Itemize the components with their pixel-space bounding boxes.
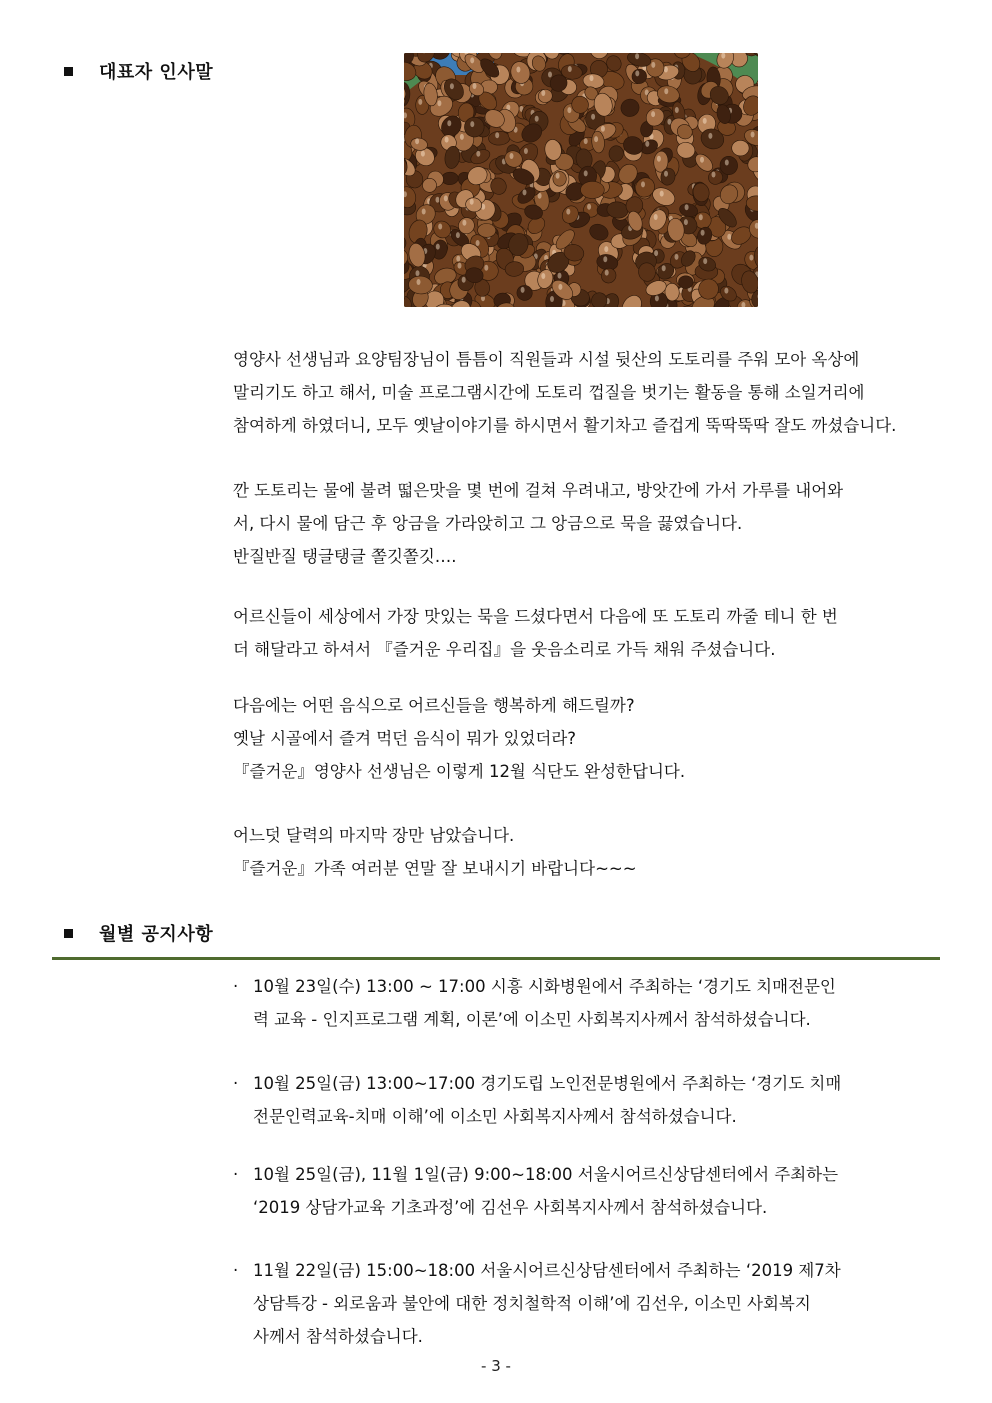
acorn-highlight xyxy=(654,214,658,220)
acorn-highlight xyxy=(476,240,480,246)
section-heading-label: 월별 공지사항 xyxy=(99,924,214,945)
acorn-highlight xyxy=(703,258,707,264)
acorn-highlight xyxy=(548,72,552,78)
notice-item xyxy=(233,970,933,1036)
page-number: - 3 - xyxy=(481,1357,511,1375)
acorn-highlight xyxy=(416,270,420,276)
acorn-highlight xyxy=(460,134,464,140)
acorn-highlight xyxy=(558,273,562,279)
acorn-shape xyxy=(477,223,496,237)
paragraph-line: 『즐거운』영양사 선생님은 이렇게 12월 식단도 완성한답니다. xyxy=(233,762,686,781)
acorn-highlight xyxy=(641,181,645,187)
section-heading-notices xyxy=(64,920,213,946)
acorn-highlight xyxy=(590,75,594,81)
acorn-highlight xyxy=(591,114,595,120)
acorn-highlight xyxy=(422,209,426,215)
acorn-highlight xyxy=(484,265,488,271)
acorn-highlight xyxy=(654,250,658,256)
acorn-highlight xyxy=(458,263,462,269)
paragraph-line: 영양사 선생님과 요양팀장님이 틈틈이 직원들과 시설 뒷산의 도토리를 주워 모아 옥상에 xyxy=(233,350,860,369)
acorn-highlight xyxy=(470,199,474,205)
acorn-highlight xyxy=(664,67,668,73)
notice-line: 사께서 참석하셨습니다. xyxy=(253,1327,423,1346)
acorn-highlight xyxy=(603,256,607,262)
acorn-highlight xyxy=(645,141,649,147)
acorn-highlight xyxy=(587,204,591,210)
acorn-highlight xyxy=(604,246,608,252)
acorn-highlight xyxy=(660,191,664,197)
square-bullet-icon xyxy=(64,929,73,938)
notice-item xyxy=(233,1067,933,1133)
paragraph-line: 옛날 시골에서 즐겨 먹던 음식이 뭐가 있었더라? xyxy=(233,729,577,748)
paragraph-line: 어느덧 달력의 마지막 장만 남았습니다. xyxy=(233,826,515,845)
notice-line: 10월 25일(금), 11월 1일(금) 9:00~18:00 서울시어르신상담센터에서 주최하는 xyxy=(253,1165,839,1184)
acorn-highlight xyxy=(584,170,588,176)
section-divider xyxy=(52,957,940,960)
section-heading-greeting xyxy=(64,58,213,84)
acorn-highlight xyxy=(594,136,598,142)
acorn-highlight xyxy=(473,83,477,89)
notice-line: 10월 25일(금) 13:00~17:00 경기도립 노인전문병원에서 주최하는 ‘경기도 치매 xyxy=(253,1074,842,1093)
acorn-highlight xyxy=(655,295,659,301)
acorn-highlight xyxy=(436,244,440,250)
paragraph-line: 반질반질 탱글탱글 쫄깃쫄깃…. xyxy=(233,547,457,566)
acorn-highlight xyxy=(445,137,449,143)
acorn-highlight xyxy=(436,197,440,203)
acorn-highlight xyxy=(675,254,679,260)
acorn-highlight xyxy=(657,156,661,162)
greeting-paragraph-3 xyxy=(233,600,928,666)
acorn-highlight xyxy=(584,138,588,144)
acorn-highlight xyxy=(558,284,562,290)
acorn-highlight xyxy=(418,99,422,105)
acorn-highlight xyxy=(651,62,655,68)
acorn-highlight xyxy=(749,255,753,261)
greeting-paragraph-2 xyxy=(233,474,928,573)
notice-line: 전문인력교육-치매 이해’에 이소민 사회복지사께서 참석하셨습니다. xyxy=(253,1107,737,1126)
notice-item xyxy=(233,1254,933,1353)
acorn-highlight xyxy=(415,138,419,144)
acorn-highlight xyxy=(703,118,707,124)
acorn-highlight xyxy=(417,279,421,285)
notice-line: 10월 23일(수) 13:00 ~ 17:00 시흥 시화병원에서 주최하는 ‘경기도 치매전문인 xyxy=(253,977,836,996)
square-bullet-icon xyxy=(64,67,73,76)
acorn-highlight xyxy=(541,273,545,279)
acorn-highlight xyxy=(447,120,451,126)
paragraph-line: 서, 다시 물에 담근 후 앙금을 가라앉히고 그 앙금으로 묵을 끓였습니다. xyxy=(233,514,743,533)
acorn-highlight xyxy=(605,270,609,276)
acorn-shape xyxy=(553,171,567,186)
acorn-shape xyxy=(679,276,694,289)
notice-item xyxy=(233,1158,933,1224)
acorn-highlight xyxy=(684,219,688,225)
acorn-highlight xyxy=(550,296,554,302)
acorn-highlight xyxy=(462,220,466,226)
paragraph-line: 『즐거운』가족 여러분 연말 잘 보내시기 바랍니다~~~ xyxy=(233,859,637,878)
acorn-highlight xyxy=(510,153,514,159)
greeting-paragraph-4 xyxy=(233,689,928,788)
greeting-paragraph-1 xyxy=(233,343,928,442)
acorn-highlight xyxy=(725,160,729,166)
acorn-highlight xyxy=(421,151,425,157)
acorn-highlight xyxy=(462,277,466,283)
paragraph-line: 어르신들이 세상에서 가장 맛있는 묵을 드셨다면서 다음에 또 도토리 까줄 테니 한 번 xyxy=(233,607,838,626)
acorn-highlight xyxy=(708,133,712,139)
acorn-highlight xyxy=(701,230,705,236)
paragraph-line: 깐 도토리는 물에 불려 떫은맛을 몇 번에 걸쳐 우려내고, 방앗간에 가서 가루를 내어와 xyxy=(233,481,844,500)
acorn-highlight xyxy=(456,256,460,262)
acorn-highlight xyxy=(541,90,545,96)
paragraph-line: 참여하게 하였더니, 모두 옛날이야기를 하시면서 활기차고 즐겁게 뚝딱뚝딱 잘도 까셨습니다. xyxy=(233,416,897,435)
acorn-highlight xyxy=(662,265,666,271)
acorn-highlight xyxy=(535,116,539,122)
acorn-highlight xyxy=(727,234,731,240)
acorn-highlight xyxy=(450,83,454,89)
acorn-highlight xyxy=(700,157,704,163)
middle-dot-bullet: · xyxy=(233,1165,239,1184)
acorn-highlight xyxy=(524,148,528,154)
greeting-paragraph-5 xyxy=(233,819,928,885)
acorn-highlight xyxy=(751,132,755,138)
notice-line: ‘2019 상담가교육 기초과정’에 김선우 사회복지사께서 참석하셨습니다. xyxy=(253,1198,768,1217)
acorn-highlight xyxy=(699,214,703,220)
acorn-highlight xyxy=(456,232,460,238)
acorn-photo xyxy=(404,53,758,307)
acorn-highlight xyxy=(521,287,525,293)
acorn-highlight xyxy=(651,111,655,117)
acorn-highlight xyxy=(438,224,442,230)
acorn-highlight xyxy=(601,126,605,132)
acorn-highlight xyxy=(664,171,668,177)
acorn-highlight xyxy=(437,100,441,106)
acorn-highlight xyxy=(556,173,560,179)
acorn-highlight xyxy=(444,195,448,201)
acorn-highlight xyxy=(476,151,480,157)
acorn-highlight xyxy=(635,70,639,76)
acorn-highlight xyxy=(635,53,639,59)
acorn-shape xyxy=(581,181,605,198)
acorn-highlight xyxy=(470,121,474,127)
notice-line: 11월 22일(금) 15:00~18:00 서울시어르신상담센터에서 주최하는 ‘2019 제7차 xyxy=(253,1261,841,1280)
middle-dot-bullet: · xyxy=(233,1261,239,1280)
acorn-highlight xyxy=(724,288,728,294)
acorn-highlight xyxy=(675,107,679,113)
middle-dot-bullet: · xyxy=(233,1074,239,1093)
paragraph-line: 말리기도 하고 해서, 미술 프로그램시간에 도토리 껍질을 벗기는 활동을 통해 소일거리에 xyxy=(233,383,865,402)
acorn-highlight xyxy=(516,67,520,73)
acorn-highlight xyxy=(568,66,572,72)
acorn-highlight xyxy=(495,132,499,138)
paragraph-line: 더 해달라고 하셔서 『즐거운 우리집』을 웃음소리로 가득 채워 주셨습니다. xyxy=(233,640,776,659)
notice-line: 상담특강 - 외로움과 불안에 대한 정치철학적 이해’에 김선우, 이소민 사회복지 xyxy=(253,1294,811,1313)
acorn-highlight xyxy=(685,204,689,210)
acorn-highlight xyxy=(470,57,474,63)
section-heading-label: 대표자 인사말 xyxy=(99,62,214,83)
acorn-highlight xyxy=(712,172,716,178)
acorn-highlight xyxy=(567,107,571,113)
acorn-highlight xyxy=(664,88,668,94)
acorn-pile-image xyxy=(404,53,758,307)
acorn-highlight xyxy=(566,209,570,215)
paragraph-line: 다음에는 어떤 음식으로 어르신들을 행복하게 해드릴까? xyxy=(233,696,635,715)
middle-dot-bullet: · xyxy=(233,977,239,996)
acorn-highlight xyxy=(523,189,527,195)
notice-line: 력 교육 - 인지프로그램 계획, 이론’에 이소민 사회복지사께서 참석하셨습니다. xyxy=(253,1010,811,1029)
